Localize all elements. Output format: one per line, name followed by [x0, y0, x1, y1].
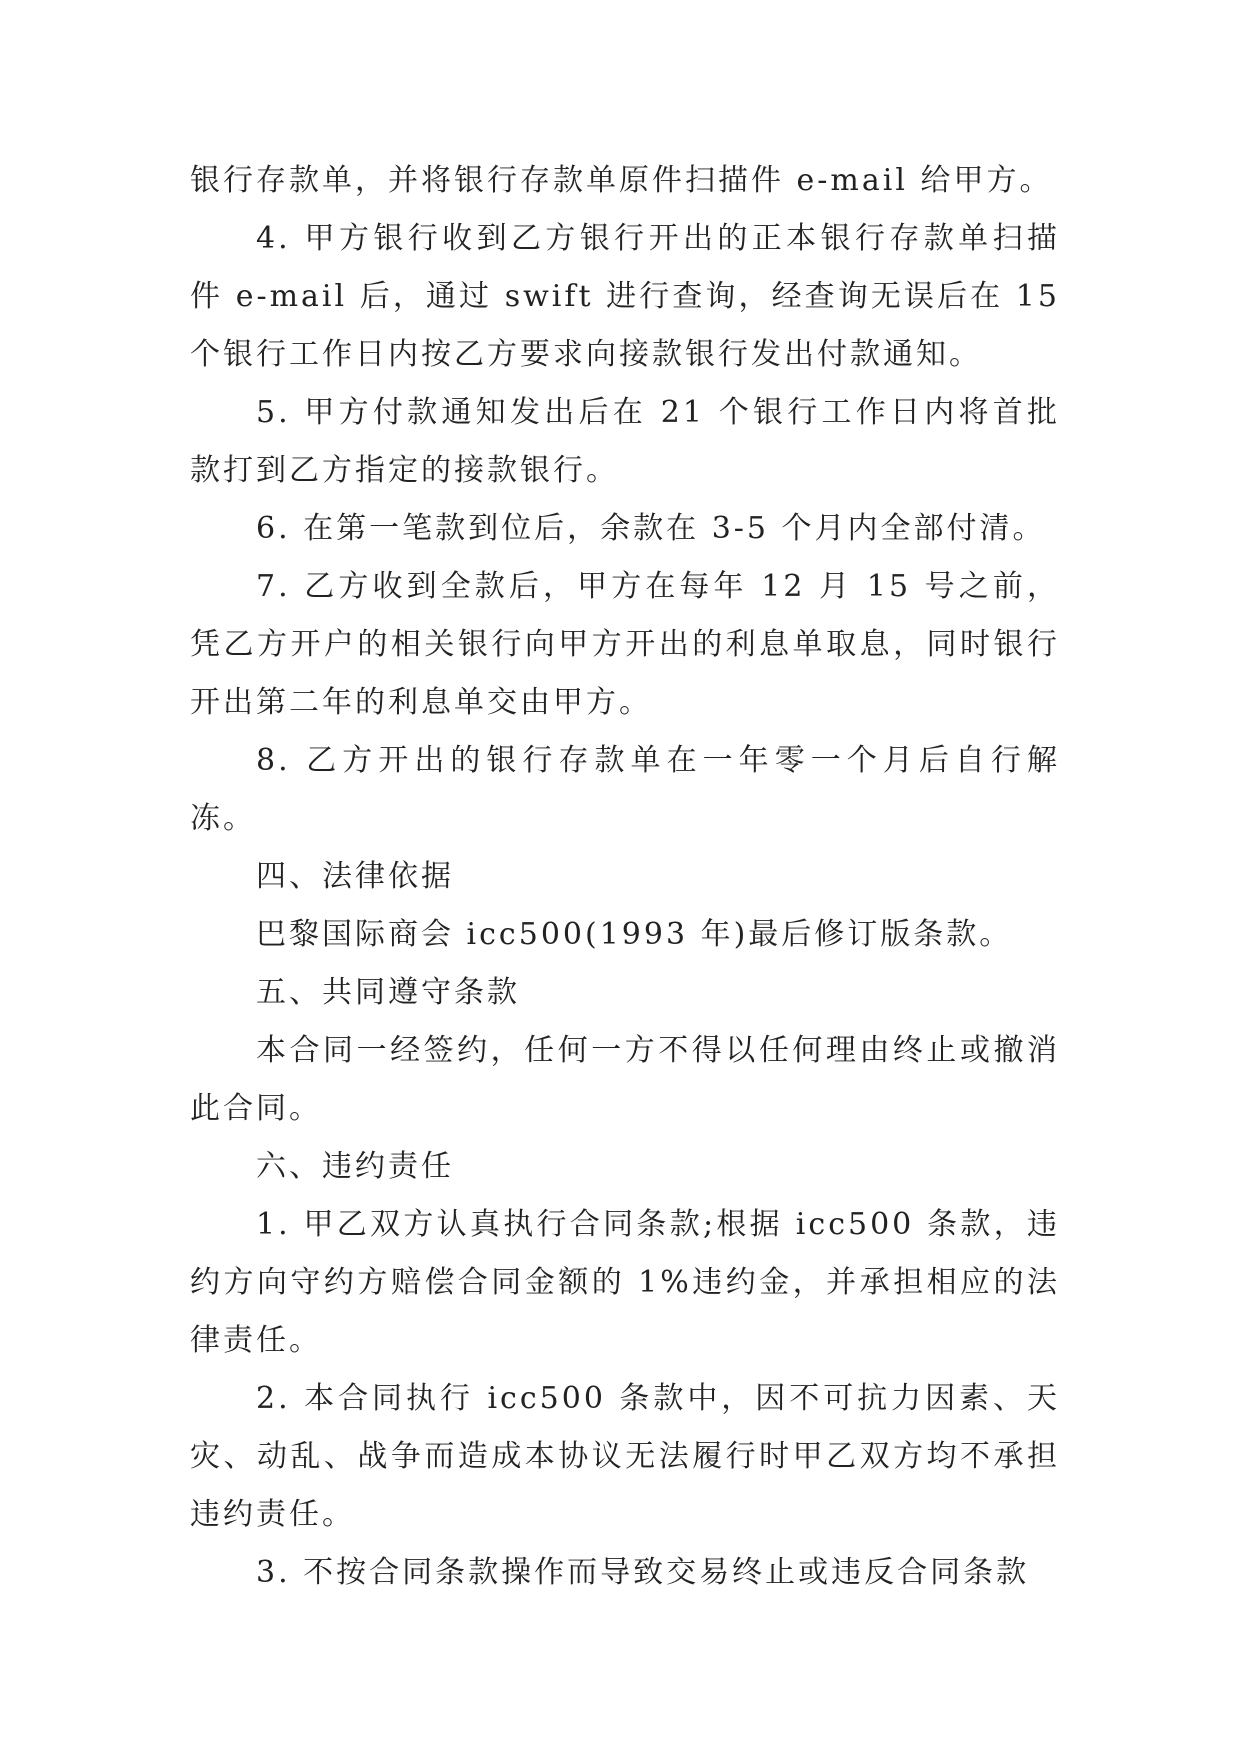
paragraph-clause-4: 4. 甲方银行收到乙方银行开出的正本银行存款单扫描件 e-mail 后，通过 swift 进行查询，经查询无误后在 15 个银行工作日内按乙方要求向接款银行发出付款通知。 — [190, 221, 1060, 372]
section-heading-liability: 六、违约责任 — [256, 1149, 454, 1184]
section-heading-legal-basis: 四、法律依据 — [256, 859, 454, 894]
document-body — [190, 152, 1060, 1602]
paragraph-legal-basis: 巴黎国际商会 icc500(1993 年)最后修订版条款。 — [256, 917, 1013, 952]
paragraph-clause-5: 5. 甲方付款通知发出后在 21 个银行工作日内将首批款打到乙方指定的接款银行。 — [190, 395, 1060, 488]
paragraph-continuation: 银行存款单，并将银行存款单原件扫描件 e-mail 给甲方。 — [190, 163, 1053, 198]
paragraph-liability-1: 1. 甲乙双方认真执行合同条款;根据 icc500 条款，违约方向守约方赔偿合同金额的 1%违约金，并承担相应的法律责任。 — [190, 1207, 1060, 1358]
paragraph-common-terms: 本合同一经签约，任何一方不得以任何理由终止或撤消此合同。 — [190, 1033, 1060, 1126]
section-heading-common-terms: 五、共同遵守条款 — [256, 975, 520, 1010]
paragraph-clause-6: 6. 在第一笔款到位后，余款在 3-5 个月内全部付清。 — [256, 511, 1046, 546]
paragraph-liability-2: 2. 本合同执行 icc500 条款中，因不可抗力因素、天灾、动乱、战争而造成本协议无法履行时甲乙双方均不承担违约责任。 — [190, 1381, 1060, 1532]
paragraph-clause-8: 8. 乙方开出的银行存款单在一年零一个月后自行解冻。 — [190, 743, 1060, 836]
paragraph-clause-7: 7. 乙方收到全款后，甲方在每年 12 月 15 号之前，凭乙方开户的相关银行向甲方开出的利息单取息，同时银行开出第二年的利息单交由甲方。 — [190, 569, 1060, 720]
paragraph-liability-3: 3. 不按合同条款操作而导致交易终止或违反合同条款 — [256, 1555, 1030, 1590]
